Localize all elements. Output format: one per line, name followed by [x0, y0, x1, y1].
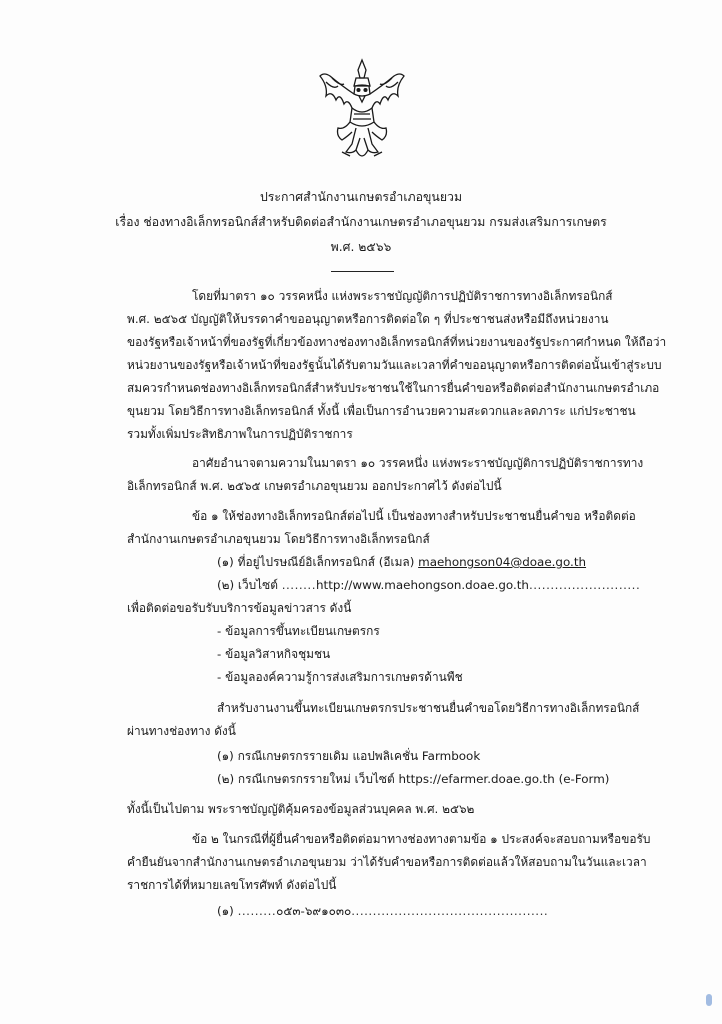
email-row — [217, 554, 586, 570]
registration-line: ผ่านทางช่องทาง ดังนี้ — [127, 724, 236, 738]
website-link[interactable]: http://www.maehongson.doae.go.th — [316, 578, 529, 592]
phone-row — [217, 903, 548, 919]
phone-label: (๑) — [217, 904, 234, 918]
email-label: (๑) ที่อยู่ไปรษณีย์อิเล็กทรอนิกส์ (อีเมล) — [217, 555, 415, 569]
website-label: (๒) เว็บไซต์ — [217, 578, 278, 592]
dotted-leader: ......... — [237, 904, 277, 918]
dotted-leader: .............................................. — [351, 904, 549, 918]
paragraph-1-line: หน่วยงานของรัฐหรือเจ้าหน้าที่ของรัฐนั้นได้รับตามวันและเวลาที่คำขออนุญาตหรือการติดต่อนั้นเข้าสู่ระบบ — [127, 358, 662, 372]
announcement-year: พ.ศ. ๒๕๖๖ — [330, 240, 392, 254]
clause-2-line: ข้อ ๒ ในกรณีที่ผู้ยื่นคำขอหรือติดต่อมาทางช่องทางตามข้อ ๑ ประสงค์จะสอบถามหรือขอรับ — [192, 832, 651, 846]
paragraph-1-line: ขุนยวม โดยวิธีการทางอิเล็กทรอนิกส์ ทั้งนี้ เพื่อเป็นการอำนวยความสะดวกและลดภาระ แก่ประชาชน — [127, 404, 636, 418]
registration-item: (๒) กรณีเกษตรกรรายใหม่ เว็บไซต์ https://efarmer.doae.go.th (e-Form) — [217, 772, 610, 786]
pdpa-note: ทั้งนี้เป็นไปตาม พระราชบัญญัติคุ้มครองข้อมูลส่วนบุคคล พ.ศ. ๒๕๖๒ — [127, 802, 475, 816]
services-intro: เพื่อติดต่อขอรับรับบริการข้อมูลข่าวสาร ดังนี้ — [127, 601, 352, 615]
clause-2-line: คำยืนยันจากสำนักงานเกษตรอำเภอขุนยวม ว่าได้รับคำขอหรือการติดต่อแล้วให้สอบถามในวันและเวลา — [127, 855, 647, 869]
paragraph-1-line: สมควรกำหนดช่องทางอิเล็กทรอนิกส์สำหรับประชาชนใช้ในการยื่นคำขอหรือติดต่อสำนักงานเกษตรอำเภอ — [127, 381, 660, 395]
phone-number: ๐๕๓-๖๙๑๐๓๐ — [276, 904, 352, 918]
email-link[interactable]: maehongson04@doae.go.th — [418, 555, 587, 569]
paragraph-2-line: อิเล็กทรอนิกส์ พ.ศ. ๒๕๖๕ เกษตรอำเภอขุนยวม ออกประกาศไว้ ดังต่อไปนี้ — [127, 479, 502, 493]
title-divider — [331, 271, 394, 272]
garuda-emblem-icon — [316, 56, 408, 166]
paragraph-1-line: โดยที่มาตรา ๑๐ วรรคหนึ่ง แห่งพระราชบัญญัติการปฏิบัติราชการทางอิเล็กทรอนิกส์ — [192, 289, 613, 303]
clause-1-line: สำนักงานเกษตรอำเภอขุนยวม โดยวิธีการทางอิเล็กทรอนิกส์ — [127, 532, 430, 546]
scan-mark — [706, 994, 712, 1006]
announcement-title: ประกาศสำนักงานเกษตรอำเภอขุนยวม — [259, 190, 463, 204]
registration-item: (๑) กรณีเกษตรกรรายเดิม แอปพลิเคชั่น Farmbook — [217, 749, 481, 763]
dotted-leader: .......................... — [528, 578, 641, 592]
dotted-leader: ........ — [281, 578, 316, 592]
service-item: - ข้อมูลวิสาหกิจชุมชน — [217, 647, 331, 661]
website-row — [217, 577, 640, 593]
service-item: - ข้อมูลการขึ้นทะเบียนเกษตรกร — [217, 624, 380, 638]
registration-line: สำหรับงานงานขึ้นทะเบียนเกษตรกรประชาชนยื่นคำขอโดยวิธีการทางอิเล็กทรอนิกส์ — [217, 701, 640, 715]
paragraph-1-line: รวมทั้งเพิ่มประสิทธิภาพในการปฏิบัติราชการ — [127, 427, 353, 441]
announcement-subject: เรื่อง ช่องทางอิเล็กทรอนิกส์สำหรับติดต่อสำนักงานเกษตรอำเภอขุนยวม กรมส่งเสริมการเกษตร — [115, 215, 607, 229]
paragraph-1-line: ของรัฐหรือเจ้าหน้าที่ของรัฐที่เกี่ยวข้องทางช่องทางอิเล็กทรอนิกส์ที่หน่วยงานของรัฐประกาศกำหนด ให้ถือว่า — [127, 335, 667, 349]
clause-2-line: ราชการได้ที่หมายเลขโทรศัพท์ ดังต่อไปนี้ — [127, 878, 337, 892]
paragraph-1-line: พ.ศ. ๒๕๖๕ บัญญัติให้บรรดาคำขออนุญาตหรือการติดต่อใด ๆ ที่ประชาชนส่งหรือมีถึงหน่วยงาน — [127, 312, 609, 326]
paragraph-2-line: อาศัยอำนาจตามความในมาตรา ๑๐ วรรคหนึ่ง แห่งพระราชบัญญัติการปฏิบัติราชการทาง — [192, 456, 644, 470]
clause-1-line: ข้อ ๑ ให้ช่องทางอิเล็กทรอนิกส์ต่อไปนี้ เป็นช่องทางสำหรับประชาชนยื่นคำขอ หรือติดต่อ — [192, 509, 636, 523]
service-item: - ข้อมูลองค์ความรู้การส่งเสริมการเกษตรด้านพืช — [217, 670, 463, 684]
